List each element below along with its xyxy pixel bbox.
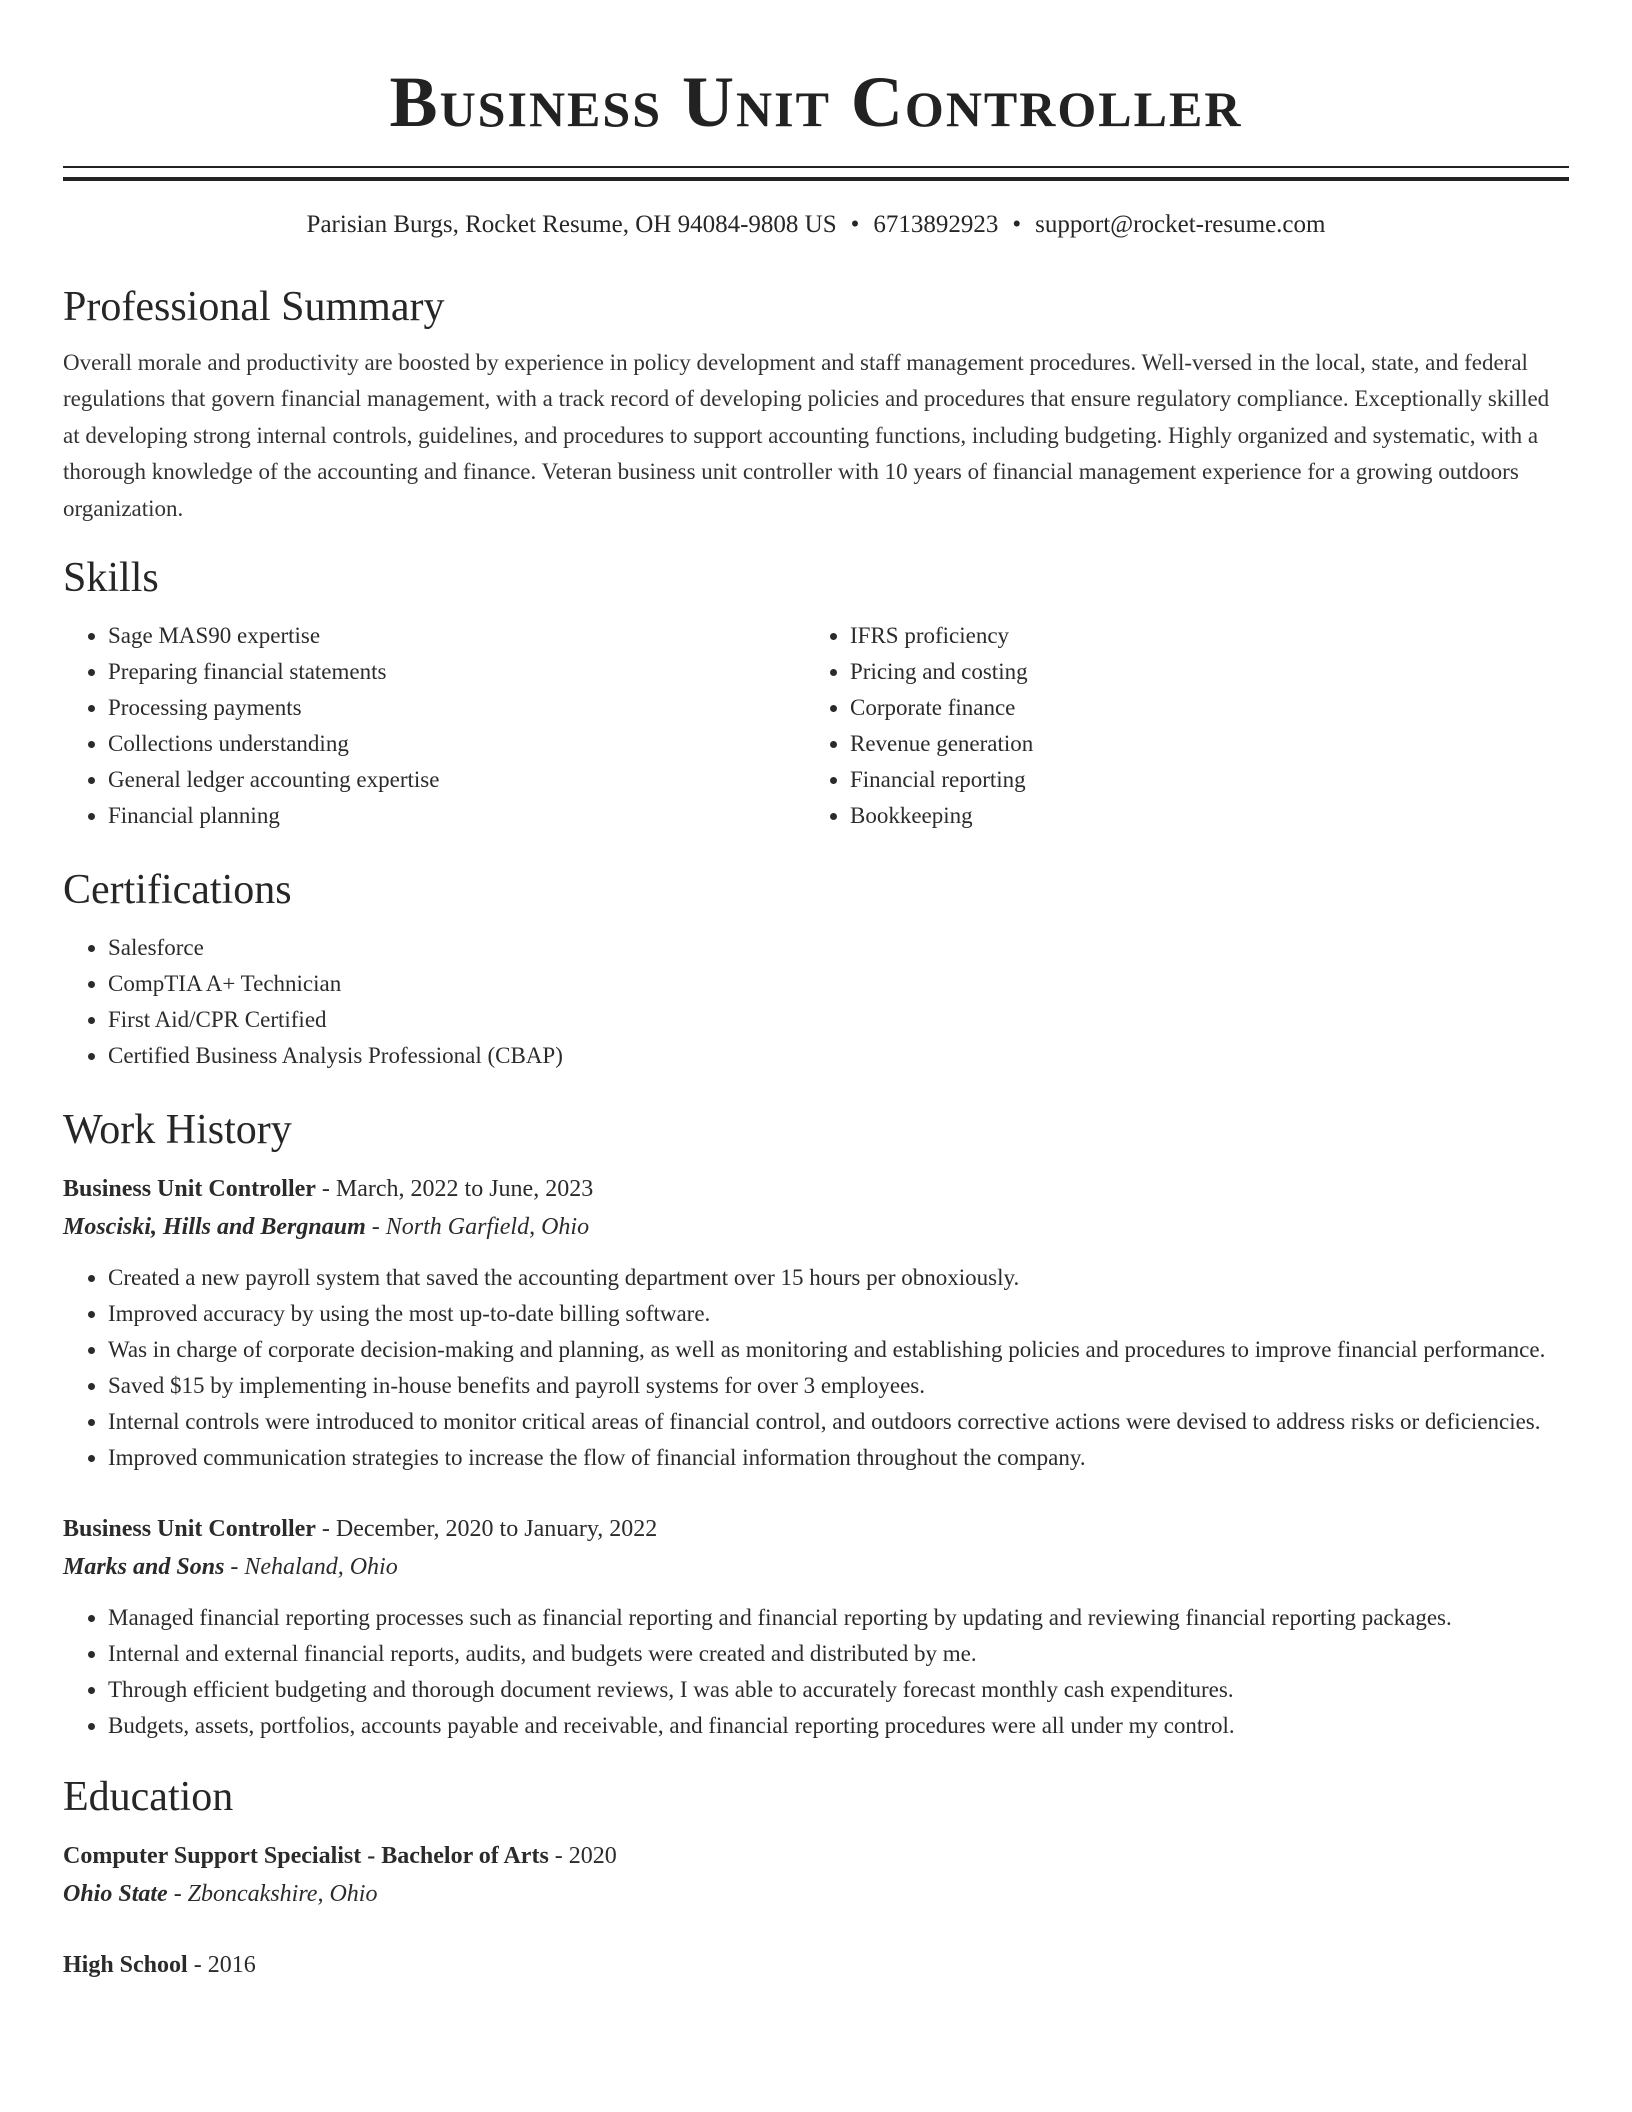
certification-item: • Salesforce xyxy=(108,930,1569,966)
skill-item: • Preparing financial statements xyxy=(108,654,805,690)
certifications-heading: Certifications xyxy=(63,867,292,914)
summary-text: Overall morale and productivity are boosted by experience in policy development and staff management procedures. Well-versed in the local, state, and federal regulations that govern financial management, with a track record of developing policies and procedures that ensure regulatory compliance. Exceptionally skilled at developing strong internal controls, guidelines, and procedures to support accounting functions, including budgeting. Highly organized and systematic, with a thorough knowledge of the accounting and finance. Veteran business unit controller with 10 years of financial management experience for a growing outdoors organization. xyxy=(63,350,1550,521)
job-bullet: • Budgets, assets, portfolios, accounts payable and receivable, and financial reporting procedures were all under my control. xyxy=(108,1708,1569,1744)
education-entry xyxy=(63,1837,1569,1913)
job-bullet: • Was in charge of corporate decision-making and planning, as well as monitoring and establishing policies and procedures to improve financial performance. xyxy=(108,1332,1569,1368)
job-bullet: • Internal and external financial reports, audits, and budgets were created and distributed by me. xyxy=(108,1636,1569,1672)
contact-address: Parisian Burgs, Rocket Resume, OH 94084-9808 US xyxy=(306,211,837,238)
job-location: - Nehaland, Ohio xyxy=(224,1554,398,1581)
job-entry xyxy=(63,1510,1569,1744)
job-title: Business Unit Controller xyxy=(63,1176,316,1203)
education-school: Ohio State xyxy=(63,1881,168,1908)
job-location: - North Garfield, Ohio xyxy=(365,1214,590,1241)
job-bullet: • Saved $15 by implementing in-house benefits and payroll systems for over 3 employees. xyxy=(108,1368,1569,1404)
skill-item: • Financial planning xyxy=(108,798,805,834)
skills-columns xyxy=(63,618,1569,834)
header-double-rule xyxy=(63,166,1569,181)
job-title-line xyxy=(63,1170,1569,1208)
skills-right-column xyxy=(805,618,1547,834)
education-degree: Computer Support Specialist - Bachelor of Arts xyxy=(63,1843,549,1870)
resume-name: Business Unit Controller xyxy=(389,62,1243,142)
job-company: Marks and Sons xyxy=(63,1554,225,1581)
job-company-line xyxy=(63,1548,1569,1586)
skills-right-list xyxy=(805,618,1547,834)
job-dates: - March, 2022 to June, 2023 xyxy=(315,1176,594,1203)
job-company-line xyxy=(63,1208,1569,1246)
contact-email: support@rocket-resume.com xyxy=(1035,211,1326,238)
education-year: - 2020 xyxy=(548,1843,617,1870)
education-year: - 2016 xyxy=(187,1952,256,1979)
job-entry xyxy=(63,1170,1569,1476)
job-title-line xyxy=(63,1510,1569,1548)
contact-phone: 6713892923 xyxy=(873,211,999,238)
skill-item: • Revenue generation xyxy=(850,726,1547,762)
job-title: Business Unit Controller xyxy=(63,1516,316,1543)
education-heading: Education xyxy=(63,1774,234,1821)
job-dates: - December, 2020 to January, 2022 xyxy=(315,1516,658,1543)
skill-item: • Bookkeeping xyxy=(850,798,1547,834)
skill-item: • Processing payments xyxy=(108,690,805,726)
education-location: - Zboncakshire, Ohio xyxy=(167,1881,378,1908)
skills-heading: Skills xyxy=(63,555,159,602)
work-history-heading: Work History xyxy=(63,1107,292,1154)
certifications-list xyxy=(63,930,1569,1074)
education-school-line xyxy=(63,1875,1569,1913)
job-bullet: • Through efficient budgeting and thorough document reviews, I was able to accurately forecast monthly cash expenditures. xyxy=(108,1672,1569,1708)
skill-item: • IFRS proficiency xyxy=(850,618,1547,654)
job-bullet: • Improved communication strategies to increase the flow of financial information throughout the company. xyxy=(108,1440,1569,1476)
job-bullet: • Managed financial reporting processes such as financial reporting and financial reporting by updating and reviewing financial reporting packages. xyxy=(108,1600,1569,1636)
skill-item: • Financial reporting xyxy=(850,762,1547,798)
skill-item: • Collections understanding xyxy=(108,726,805,762)
job-bullets xyxy=(63,1600,1569,1744)
skill-item: • General ledger accounting expertise xyxy=(108,762,805,798)
contact-separator: • xyxy=(850,211,860,238)
skill-item: • Pricing and costing xyxy=(850,654,1547,690)
job-bullets xyxy=(63,1260,1569,1476)
certification-item: • Certified Business Analysis Professional (CBAP) xyxy=(108,1038,1569,1074)
contact-separator: • xyxy=(1012,211,1022,238)
job-bullet: • Improved accuracy by using the most up-to-date billing software. xyxy=(108,1296,1569,1332)
skill-item: • Corporate finance xyxy=(850,690,1547,726)
education-entry xyxy=(63,1946,1569,1984)
education-degree-line xyxy=(63,1837,1569,1875)
skills-left-column xyxy=(63,618,805,834)
contact-line xyxy=(63,207,1569,243)
education-degree: High School xyxy=(63,1952,188,1979)
summary-heading: Professional Summary xyxy=(63,284,445,330)
certification-item: • CompTIA A+ Technician xyxy=(108,966,1569,1002)
job-bullet: • Internal controls were introduced to monitor critical areas of financial control, and outdoors corrective actions were devised to address risks or deficiencies. xyxy=(108,1404,1569,1440)
skills-left-list xyxy=(63,618,805,834)
job-bullet: • Created a new payroll system that saved the accounting department over 15 hours per obnoxiously. xyxy=(108,1260,1569,1296)
job-company: Mosciski, Hills and Bergnaum xyxy=(63,1214,366,1241)
certification-item: • First Aid/CPR Certified xyxy=(108,1002,1569,1038)
skill-item: • Sage MAS90 expertise xyxy=(108,618,805,654)
education-degree-line xyxy=(63,1946,1569,1984)
